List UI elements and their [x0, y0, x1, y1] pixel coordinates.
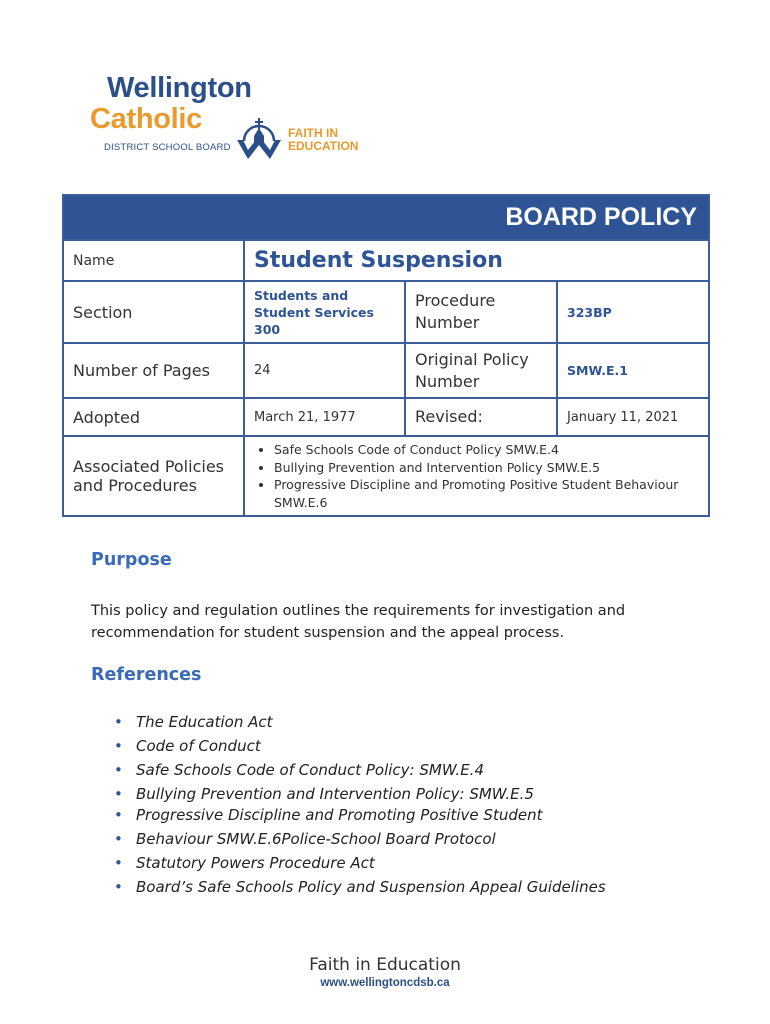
logo-district-text: DISTRICT SCHOOL BOARD — [104, 142, 231, 153]
original-policy-value: SMW.E.1 — [557, 343, 709, 398]
associated-policy-item: • Bullying Prevention and Intervention Policy SMW.E.5 — [274, 459, 699, 477]
table-header — [63, 195, 709, 240]
procedure-number-value: 323BP — [557, 281, 709, 343]
revised-value: January 11, 2021 — [557, 398, 709, 436]
associated-policy-item: • Progressive Discipline and Promoting Positive Student Behaviour SMW.E.6 — [274, 476, 699, 511]
associated-policy-item: • Safe Schools Code of Conduct Policy SMW.E.4 — [274, 441, 699, 459]
procedure-number-label — [405, 281, 557, 343]
pages-value: 24 — [244, 343, 405, 398]
adopted-label: Adopted — [63, 398, 244, 436]
policy-title: Student Suspension — [244, 240, 709, 281]
board-policy-table — [62, 194, 710, 517]
logo-tagline-line2: EDUCATION — [288, 139, 359, 153]
associated-policies-list — [254, 441, 699, 511]
assoc-label-line1: Associated Policies — [73, 457, 224, 476]
reference-item: • Code of Conduct — [114, 737, 674, 761]
section-value-line2: Student Services — [254, 304, 374, 320]
assoc-label-line2: and Procedures — [73, 476, 197, 495]
logo-wellington-text: Wellington — [107, 72, 252, 104]
original-label-line1: Original Policy — [415, 349, 529, 369]
original-label-line2: Number — [415, 371, 480, 391]
purpose-line1: This policy and regulation outlines the requirements for investigation and — [91, 603, 626, 619]
section-value-line3: 300 — [254, 321, 281, 337]
section-value — [244, 281, 405, 343]
footer-website-link[interactable]: www.wellingtoncdsb.ca — [320, 977, 450, 989]
original-policy-label — [405, 343, 557, 398]
reference-item: • Bullying Prevention and Intervention Policy: SMW.E.5 — [114, 785, 674, 806]
reference-item: • Statutory Powers Procedure Act — [114, 854, 674, 878]
name-label: Name — [63, 240, 244, 281]
reference-item: • The Education Act — [114, 713, 674, 737]
board-logo — [88, 72, 388, 162]
procedure-label-line2: Number — [415, 313, 480, 332]
associated-policies-label — [63, 436, 244, 516]
logo-catholic-text: Catholic — [90, 103, 202, 135]
pages-label: Number of Pages — [63, 343, 244, 398]
associated-policies-list-cell — [244, 436, 709, 516]
section-label: Section — [63, 281, 244, 343]
procedure-label-line1: Procedure — [415, 291, 496, 310]
reference-item: • Board’s Safe Schools Policy and Suspension Appeal Guidelines — [114, 878, 674, 902]
references-heading: References — [91, 665, 202, 685]
logo-tagline — [288, 127, 358, 153]
reference-item: • Progressive Discipline and Promoting Positive Student — [114, 806, 674, 830]
adopted-value: March 21, 1977 — [244, 398, 405, 436]
purpose-text — [91, 600, 691, 644]
reference-item: • Safe Schools Code of Conduct Policy: SMW.E.4 — [114, 761, 674, 785]
table-header-title: BOARD POLICY — [505, 203, 697, 231]
section-value-line1: Students and — [254, 287, 349, 303]
references-list — [114, 713, 674, 902]
footer-tagline: Faith in Education — [309, 955, 461, 975]
logo-tagline-line1: FAITH IN — [288, 126, 338, 140]
reference-item: • Behaviour SMW.E.6Police-School Board Protocol — [114, 830, 674, 854]
church-cross-icon — [234, 110, 284, 160]
purpose-line2: recommendation for student suspension and the appeal process. — [91, 625, 565, 641]
page-footer — [0, 955, 770, 989]
revised-label: Revised: — [405, 398, 557, 436]
purpose-heading: Purpose — [91, 550, 172, 570]
